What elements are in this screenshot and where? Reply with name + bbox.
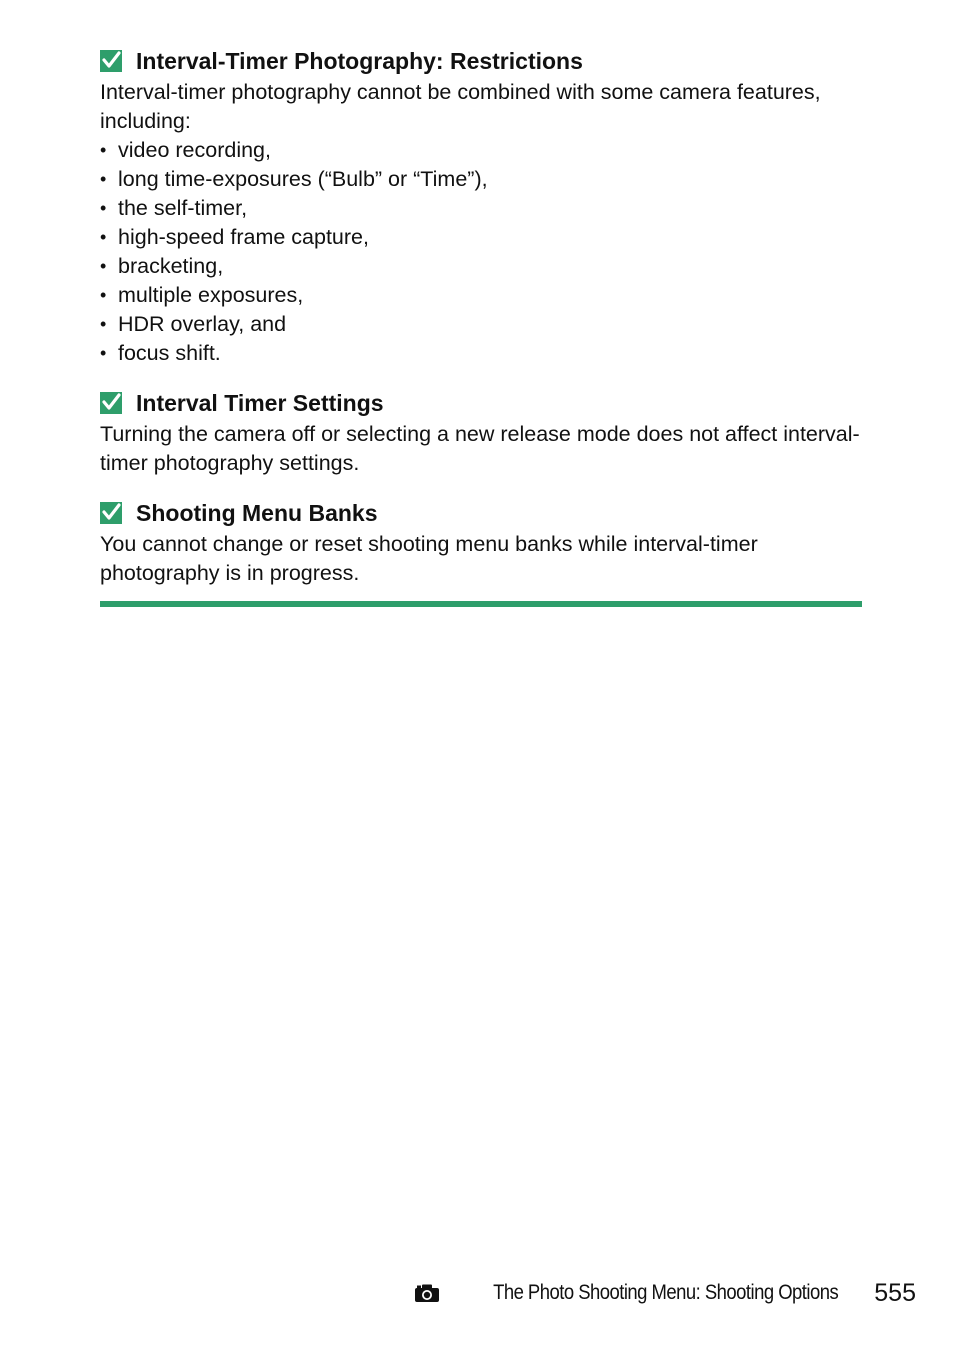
note-body: Turning the camera off or selecting a new release mode does not affect interval-timer photography settings. (100, 422, 860, 475)
check-note-icon (100, 50, 122, 72)
list-item: • high-speed frame capture, (100, 223, 862, 252)
note-title: Shooting Menu Banks (136, 500, 378, 526)
list-item: • the self-timer, (100, 194, 862, 223)
note-body: Interval-timer photography cannot be combined with some camera features, including: (100, 80, 821, 133)
note-body: You cannot change or reset shooting menu banks while interval-timer photography is in progress. (100, 532, 758, 585)
list-item: • HDR overlay, and (100, 310, 862, 339)
note-shooting-menu-banks (100, 496, 862, 588)
note-heading (100, 386, 862, 420)
list-item: • bracketing, (100, 252, 862, 281)
bullet-list (100, 136, 862, 368)
check-note-icon (100, 392, 122, 414)
note-heading (100, 44, 862, 78)
list-item: • focus shift. (100, 339, 862, 368)
page-content (100, 44, 862, 606)
list-item: • video recording, (100, 136, 862, 165)
section-divider (100, 601, 862, 607)
footer-section-title: The Photo Shooting Menu: Shooting Options (493, 1281, 839, 1304)
note-title: Interval Timer Settings (136, 390, 384, 416)
note-heading (100, 496, 862, 530)
check-note-icon (100, 502, 122, 524)
camera-icon (414, 1283, 440, 1303)
page-number: 555 (874, 1278, 916, 1307)
list-item: • multiple exposures, (100, 281, 862, 310)
note-restrictions (100, 44, 862, 368)
list-item: • long time-exposures (“Bulb” or “Time”), (100, 165, 862, 194)
page-footer (414, 1276, 916, 1310)
note-title: Interval-Timer Photography: Restrictions (136, 48, 583, 74)
note-interval-timer-settings (100, 386, 862, 478)
